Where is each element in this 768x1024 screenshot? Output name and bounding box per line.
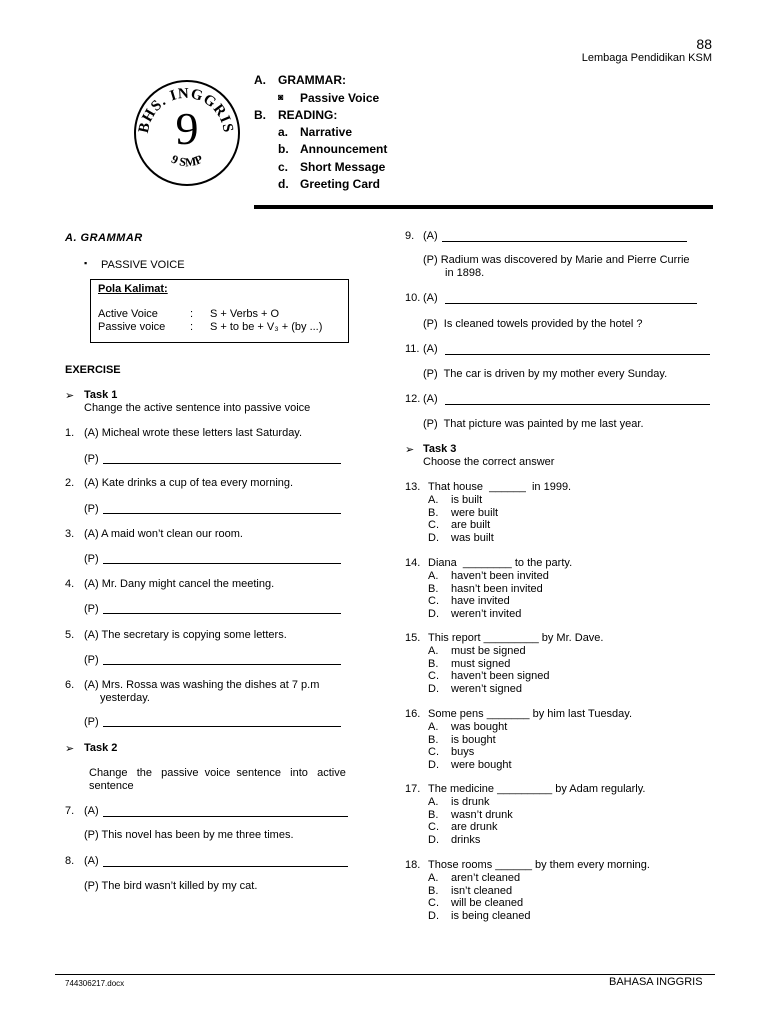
svg-text:9 SMP — [169, 152, 204, 170]
option-letter[interactable]: A. — [428, 570, 439, 582]
question-text: Some pens _______ by him last Tuesday. — [428, 708, 633, 720]
answer-blank[interactable] — [103, 806, 348, 817]
option-letter[interactable]: C. — [428, 519, 439, 532]
option-text[interactable]: is drunk — [451, 796, 490, 808]
toc-item-label: Greeting Card — [300, 177, 381, 191]
question-text: Those rooms ______ by them every morning. — [428, 859, 650, 871]
arrow-bullet-icon: ➢ — [405, 444, 415, 456]
item-number: 3. — [65, 528, 75, 540]
answer-blank[interactable] — [103, 503, 341, 514]
active-label: (A) — [423, 230, 438, 242]
option-text[interactable]: aren’t cleaned — [451, 872, 521, 884]
toc-a-sub: Passive Voice — [300, 91, 380, 105]
option-text[interactable]: hasn’t been invited — [451, 582, 543, 595]
option-letter[interactable]: A. — [428, 872, 439, 884]
option-text[interactable]: weren’t invited — [451, 607, 522, 620]
task1-instruction: Change the active sentence into passive voice — [84, 402, 311, 414]
option-text[interactable]: must be signed — [451, 645, 526, 657]
pattern-colon: : — [190, 321, 194, 333]
option-text[interactable]: are drunk — [451, 821, 498, 834]
item-number: 12. — [405, 393, 421, 405]
footer-subject: BAHASA INGGRIS — [609, 976, 703, 988]
toc-item-letter: c. — [278, 160, 289, 174]
option-letter[interactable]: B. — [428, 884, 439, 897]
question-text: This report _________ by Mr. Dave. — [428, 632, 604, 644]
header-divider — [254, 205, 713, 209]
question-number: 18. — [405, 859, 421, 871]
active-label: (A) — [84, 805, 99, 817]
option-text[interactable]: were bought — [451, 758, 512, 771]
option-letter[interactable]: C. — [428, 746, 439, 759]
stamp-top-text: BHS. INGGRIS — [135, 85, 236, 135]
option-letter[interactable]: B. — [428, 582, 439, 595]
option-letter[interactable]: D. — [428, 682, 439, 695]
option-letter[interactable]: D. — [428, 531, 439, 544]
pattern-formula: S + Verbs + O — [210, 308, 280, 320]
active-label: (A) — [423, 292, 438, 304]
question-number: 13. — [405, 481, 421, 493]
option-text[interactable]: wasn’t drunk — [451, 808, 513, 821]
question-text: Diana ________ to the party. — [428, 557, 573, 569]
question-number: 14. — [405, 557, 421, 569]
toc-b-title: READING: — [278, 108, 338, 122]
question-text: The medicine _________ by Adam regularly. — [428, 783, 646, 795]
answer-blank[interactable] — [445, 293, 697, 304]
active-sentence: (A) The secretary is copying some letters. — [84, 629, 287, 641]
toc-a-title: GRAMMAR: — [278, 73, 346, 87]
option-letter[interactable]: D. — [428, 833, 439, 846]
option-letter[interactable]: D. — [428, 909, 439, 922]
item-number: 1. — [65, 427, 75, 439]
toc-a-letter: A. — [254, 73, 266, 87]
task3-title: Task 3 — [423, 443, 457, 455]
question-number: 16. — [405, 708, 421, 720]
passive-sentence-cont: in 1898. — [445, 267, 485, 279]
item-number: 8. — [65, 855, 75, 867]
passive-label: (P) — [84, 453, 99, 465]
active-sentence: (A) Kate drinks a cup of tea every morning. — [84, 477, 294, 489]
answer-blank[interactable] — [103, 856, 348, 867]
option-letter[interactable]: C. — [428, 670, 439, 683]
passive-sentence: (P) This novel has been by me three times. — [84, 829, 294, 841]
item-number: 11. — [405, 343, 420, 355]
option-text[interactable]: will be cleaned — [451, 897, 524, 910]
option-letter[interactable]: B. — [428, 506, 439, 519]
answer-blank[interactable] — [442, 231, 687, 242]
toc-item-letter: d. — [278, 177, 289, 191]
option-text[interactable]: haven’t been invited — [451, 570, 549, 582]
option-text[interactable]: buys — [451, 746, 475, 759]
pattern-title: Pola Kalimat: — [98, 283, 168, 295]
task2-instruction: Change the passive voice sentence into active — [89, 767, 346, 779]
exercise-heading: EXERCISE — [65, 364, 121, 376]
toc-item-letter: b. — [278, 142, 289, 156]
option-letter[interactable]: A. — [428, 645, 439, 657]
option-text[interactable]: was bought — [451, 721, 508, 733]
active-sentence: (A) Mr. Dany might cancel the meeting. — [84, 578, 275, 590]
passive-label: (P) — [84, 716, 99, 728]
option-text[interactable]: must signed — [451, 657, 511, 670]
footer-divider — [55, 974, 715, 975]
task3-instruction: Choose the correct answer — [423, 456, 555, 468]
toc-b-letter: B. — [254, 108, 266, 122]
option-letter[interactable]: B. — [428, 733, 439, 746]
active-sentence: (A) Mrs. Rossa was washing the dishes at 7 p.m — [84, 679, 320, 691]
item-number: 10. — [405, 292, 421, 304]
item-number: 4. — [65, 578, 75, 590]
arrow-bullet-icon: ➢ — [65, 390, 75, 402]
section-title-grammar: A. GRAMMAR — [65, 232, 143, 244]
answer-blank[interactable] — [103, 553, 341, 564]
bullet-icon: ▪ — [84, 258, 88, 268]
active-sentence: (A) Micheal wrote these letters last Saturday. — [84, 427, 303, 439]
pattern-colon: : — [190, 308, 194, 320]
arrow-bullet-icon: ➢ — [65, 743, 75, 755]
task1-title: Task 1 — [84, 389, 118, 401]
footer-filename: 744306217.docx — [65, 979, 125, 988]
passive-sentence: (P) That picture was painted by me last year. — [423, 418, 644, 430]
item-number: 5. — [65, 629, 75, 641]
pattern-label: Active Voice — [98, 308, 158, 320]
option-text[interactable]: is bought — [451, 733, 496, 746]
passive-sentence: (P) The car is driven by my mother every Sunday. — [423, 368, 668, 380]
option-text[interactable]: were built — [451, 506, 499, 519]
question-text: That house ______ in 1999. — [428, 481, 572, 493]
stamp-bottom-text: 9 SMP — [169, 151, 205, 170]
answer-blank[interactable] — [103, 654, 341, 665]
item-number: 6. — [65, 679, 75, 691]
page-number: 88 — [696, 36, 712, 52]
item-number: 9. — [405, 230, 415, 242]
option-text[interactable]: was built — [451, 531, 494, 544]
pattern-label: Passive voice — [98, 321, 166, 333]
option-text[interactable]: weren’t signed — [451, 682, 522, 695]
sentence-pattern-box — [90, 279, 349, 343]
toc-item-label: Short Message — [300, 160, 386, 174]
active-sentence: (A) A maid won’t clean our room. — [84, 528, 243, 540]
toc-sub-bullet-icon: ◙ — [278, 92, 284, 102]
option-text[interactable]: is being cleaned — [451, 909, 531, 922]
option-text[interactable]: have invited — [451, 595, 510, 608]
task2-title: Task 2 — [84, 742, 118, 754]
toc-item-label: Narrative — [300, 125, 353, 139]
option-text[interactable]: is built — [451, 494, 483, 506]
option-letter[interactable]: C. — [428, 595, 439, 608]
option-text[interactable]: isn’t cleaned — [451, 884, 513, 897]
passive-label: (P) — [84, 654, 99, 666]
option-text[interactable]: haven’t been signed — [451, 670, 550, 683]
option-letter[interactable]: D. — [428, 607, 439, 620]
institution-name: Lembaga Pendidikan KSM — [581, 52, 712, 64]
active-label: (A) — [84, 855, 99, 867]
option-text[interactable]: drinks — [451, 833, 481, 846]
question-number: 17. — [405, 783, 421, 795]
option-letter[interactable]: A. — [428, 796, 439, 808]
task2-instruction-cont: sentence — [89, 780, 134, 792]
stamp-number: 9 — [175, 103, 199, 154]
question-number: 15. — [405, 632, 421, 644]
active-sentence-cont: yesterday. — [100, 692, 150, 704]
answer-blank[interactable] — [103, 603, 341, 614]
option-letter[interactable]: C. — [428, 821, 439, 834]
item-number: 7. — [65, 805, 75, 817]
answer-blank[interactable] — [445, 344, 710, 355]
active-label: (A) — [423, 343, 438, 355]
answer-blank[interactable] — [445, 394, 710, 405]
passive-voice-heading: PASSIVE VOICE — [101, 259, 185, 271]
option-letter[interactable]: B. — [428, 657, 439, 670]
option-letter[interactable]: A. — [428, 721, 439, 733]
passive-sentence: (P) The bird wasn’t killed by my cat. — [84, 880, 258, 892]
item-number: 2. — [65, 477, 75, 489]
answer-blank[interactable] — [103, 453, 341, 464]
toc-item-letter: a. — [278, 125, 289, 139]
pattern-formula: S + to be + V₃ + (by ...) — [210, 321, 323, 333]
option-letter[interactable]: D. — [428, 758, 439, 771]
passive-label: (P) — [84, 553, 99, 565]
passive-sentence: (P) Radium was discovered by Marie and Pierre Currie — [423, 254, 690, 266]
subject-stamp-logo — [134, 80, 240, 186]
toc-item-label: Announcement — [300, 142, 388, 156]
option-letter[interactable]: B. — [428, 808, 439, 821]
passive-label: (P) — [84, 503, 99, 515]
option-letter[interactable]: C. — [428, 897, 439, 910]
passive-sentence: (P) Is cleaned towels provided by the hotel ? — [423, 318, 643, 330]
option-text[interactable]: are built — [451, 519, 491, 532]
answer-blank[interactable] — [103, 716, 341, 727]
active-label: (A) — [423, 393, 438, 405]
passive-label: (P) — [84, 603, 99, 615]
option-letter[interactable]: A. — [428, 494, 439, 506]
